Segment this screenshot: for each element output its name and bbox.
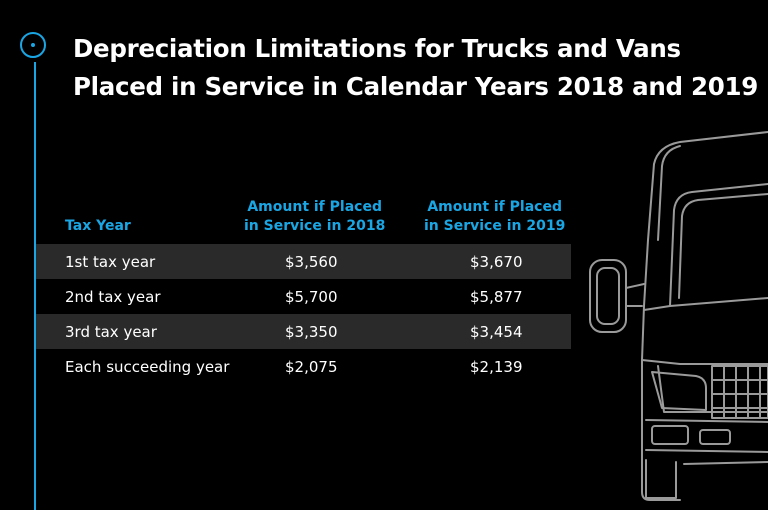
header-2018-line-2: in Service in 2018: [244, 218, 386, 234]
table-row: [36, 244, 571, 279]
title-line-2: Placed in Service in Calendar Years 2018 and 2019: [73, 72, 758, 101]
header-2019-line-1: Amount if Placed: [427, 199, 562, 215]
table-header-row: [36, 192, 571, 244]
cell-amount-2018: $3,560: [285, 253, 338, 271]
depreciation-table: [36, 192, 571, 384]
van-illustration-icon: [580, 120, 768, 510]
cell-tax-year: Each succeeding year: [65, 358, 230, 376]
cell-amount-2019: $2,139: [470, 358, 523, 376]
cell-tax-year: 2nd tax year: [65, 288, 161, 306]
header-amount-2019: [424, 198, 565, 236]
cell-amount-2018: $2,075: [285, 358, 338, 376]
cell-amount-2019: $3,454: [470, 323, 523, 341]
page-title: [73, 30, 763, 106]
cell-amount-2019: $3,670: [470, 253, 523, 271]
cell-amount-2018: $3,350: [285, 323, 338, 341]
table-row: [36, 349, 571, 384]
cell-amount-2018: $5,700: [285, 288, 338, 306]
table-row: [36, 279, 571, 314]
cell-amount-2019: $5,877: [470, 288, 523, 306]
table-row: [36, 314, 571, 349]
title-line-1: Depreciation Limitations for Trucks and Vans: [73, 34, 681, 63]
header-2018-line-1: Amount if Placed: [247, 199, 382, 215]
cell-tax-year: 3rd tax year: [65, 323, 157, 341]
timeline-dot-icon: [20, 32, 46, 58]
header-amount-2018: [244, 198, 385, 236]
header-tax-year: Tax Year: [65, 218, 131, 234]
header-2019-line-2: in Service in 2019: [424, 218, 566, 234]
cell-tax-year: 1st tax year: [65, 253, 156, 271]
